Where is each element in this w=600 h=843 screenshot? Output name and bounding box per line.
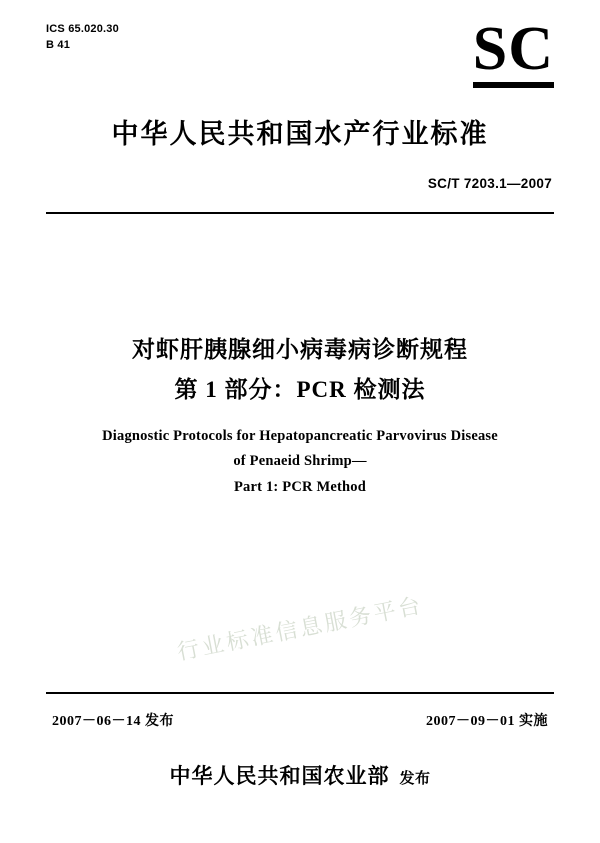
sc-logo-text: SC [472,15,554,83]
sc-logo [472,15,554,88]
english-title-line-1: Diagnostic Protocols for Hepatopancreatic Parvovirus Disease [102,428,498,444]
watermark-text: 行业标准信息服务平台 [175,592,426,665]
ics-block [46,22,119,54]
english-title-line-3: Part 1: PCR Method [233,478,367,495]
english-title [0,424,600,500]
page-title: 中华人民共和国水产行业标准 [111,119,489,149]
ics-code: ICS 65.020.30 [46,23,119,35]
issuer-name: 中华人民共和国农业部 [169,764,390,788]
english-title-line-2: of Penaeid Shrimp— [233,453,367,470]
chinese-title-line-1: 对虾肝胰腺细小病毒病诊断规程 [132,337,468,362]
classification-code: B 41 [46,38,71,51]
divider-top [46,212,554,214]
divider-bottom [46,692,554,694]
effective-date: 2007－09－01 实施 [426,714,548,729]
issuer-block [0,760,600,790]
chinese-title [0,330,600,411]
issuer-suffix: 发布 [399,771,431,787]
issue-date: 2007－06－14 发布 [52,714,174,729]
chinese-title-line-2: 第 1 部分：PCR 检测法 [174,377,426,403]
standard-number: SC/T 7203.1—2007 [427,176,552,191]
